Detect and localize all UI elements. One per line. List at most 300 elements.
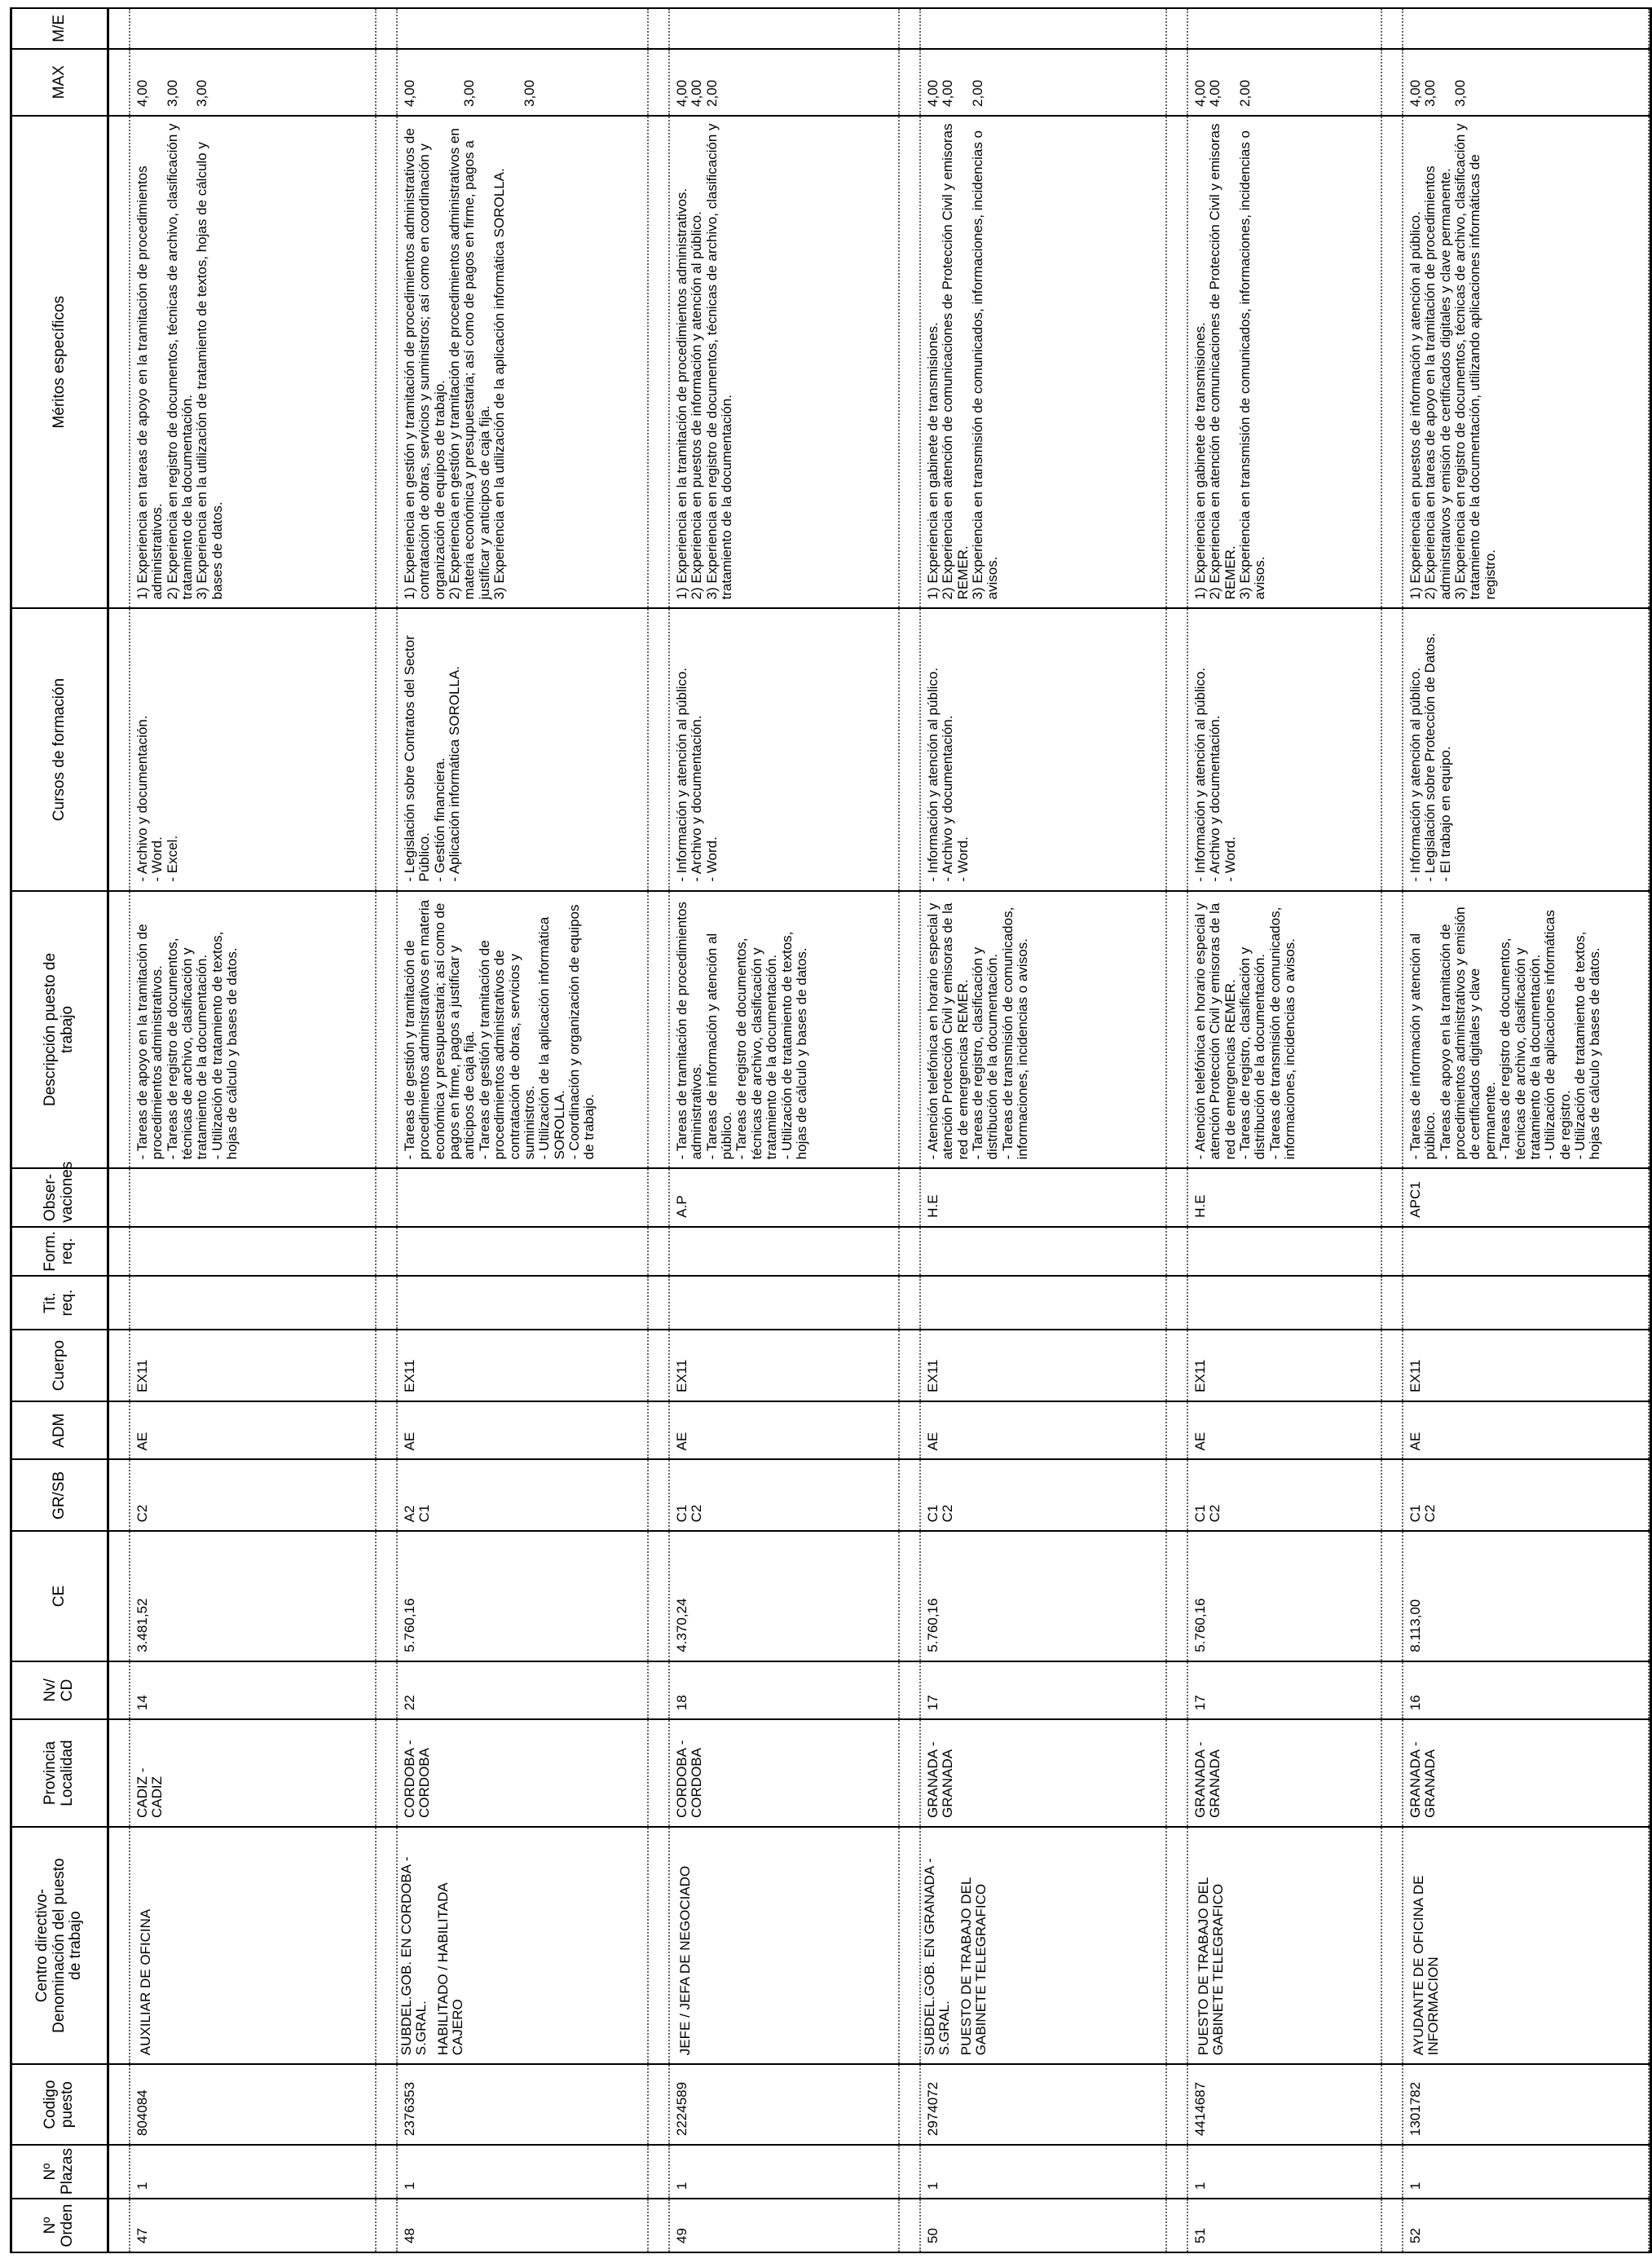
orden-value: 50 <box>925 2228 941 2243</box>
centro-value: AYUDANTE DE OFICINA DE INFORMACION <box>1411 1875 1442 2056</box>
provincia-value: CORDOBA - CORDOBA <box>674 1740 705 1818</box>
gap-cell <box>899 1168 920 1226</box>
header-formacion: Form. req. <box>11 1227 108 1276</box>
provincia-value: CADIZ - CADIZ <box>134 1767 165 1818</box>
header-meritos: Méritos específicos <box>11 116 108 608</box>
max-value: 4,00 4,00 2,00 <box>1192 79 1253 108</box>
max-value: 4,00 3,00 3,00 <box>134 79 210 108</box>
gap-cell <box>108 1330 130 1401</box>
filler-cell <box>1649 1531 1651 1661</box>
cell-descripcion <box>397 891 648 1169</box>
provincia-value: CORDOBA - CORDOBA <box>402 1740 433 1818</box>
meritos-value: 1) Experiencia en tareas de apoyo en la tramitación de procedimientos administrativos. 2) Experiencia en registro de documentos, técnicas de archivo, clasificación y tratamiento de la documentación. 3) Experiencia en la utilización de tratamiento de textos, hojas de cálculo y bases de datos. <box>134 123 225 600</box>
cursos-value: - Información y atención al público. - Archivo y documentación. - Word. <box>925 667 971 882</box>
cell-centro <box>130 1827 376 2064</box>
cell-max <box>1403 49 1649 116</box>
header-provincia: Provincia Localidad <box>11 1719 108 1827</box>
plazas-value: 1 <box>402 2181 417 2190</box>
gap-cell <box>376 2145 397 2199</box>
cell-meritos <box>920 116 1166 608</box>
gap-cell <box>1166 2199 1187 2252</box>
max-value: 4,00 4,00 2,00 <box>925 79 986 108</box>
codigo-value: 4414687 <box>1192 2081 1208 2137</box>
gap-cell <box>648 8 669 49</box>
gap-cell <box>1381 1459 1403 1531</box>
nivel-value: 16 <box>1408 1695 1423 1711</box>
cell-cuerpo <box>920 1330 1166 1401</box>
observaciones-value: H.E <box>1192 1194 1208 1218</box>
cell-nivel <box>1187 1661 1381 1719</box>
cell-centro <box>1187 1827 1381 2064</box>
gap-cell <box>108 2064 130 2145</box>
cursos-value: - Información y atención al público. - Legislación sobre Protección de Datos. - El trabajo en equipo. <box>1408 633 1453 882</box>
table-body <box>108 8 1651 2252</box>
header-descripcion: Descripción puesto de trabajo <box>11 891 108 1169</box>
cursos-value: - Información y atención al público. - Archivo y documentación. - Word. <box>1192 667 1238 882</box>
table-row <box>397 8 648 2252</box>
gap-cell <box>108 49 130 116</box>
cell-me <box>397 8 648 49</box>
gap-cell <box>1166 1227 1187 1276</box>
me-value <box>130 9 140 48</box>
gap-cell <box>376 49 397 116</box>
descripcion-value: - Tareas de apoyo en la tramitación de procedimientos administrativos. - Tareas de registro de documentos, técnicas de archivo, clasificación y tratamiento de la documentación. - Utilización de tratamiento de textos, hojas de cálculo y bases de datos. <box>134 924 240 1160</box>
cell-orden <box>130 2199 376 2252</box>
orden-value: 49 <box>674 2228 689 2243</box>
centro-value: HABILITADO / HABILITADA CAJERO <box>434 1882 466 2056</box>
gap-cell <box>108 1459 130 1531</box>
cell-meritos <box>1187 116 1381 608</box>
gap-cell <box>1166 1330 1187 1401</box>
gap-cell <box>1166 1168 1187 1226</box>
header-codigo: Codigo puesto <box>11 2064 108 2145</box>
formacion-value <box>670 1228 680 1275</box>
cell-descripcion <box>1187 891 1381 1169</box>
header-centro: Centro directivo- Denominación del puesto de trabajo <box>11 1827 108 2064</box>
cell-adm <box>130 1401 376 1459</box>
gap-cell <box>108 2145 130 2199</box>
ce-value: 8.113,00 <box>1408 1599 1423 1652</box>
cell-adm <box>397 1401 648 1459</box>
cell-centro <box>669 1827 899 2064</box>
grupo-value: C1 C2 <box>1192 1504 1223 1523</box>
gap-cell <box>1166 2064 1187 2145</box>
gap-cell <box>648 1227 669 1276</box>
codigo-value: 804084 <box>134 2089 150 2137</box>
cell-titulacion <box>669 1276 899 1330</box>
me-value <box>670 9 680 48</box>
gap-cell <box>1381 1330 1403 1401</box>
gap-cell <box>1166 1531 1187 1661</box>
filler-cell <box>1649 1276 1651 1330</box>
gap-cell <box>899 1330 920 1401</box>
gap-cell <box>1381 891 1403 1169</box>
meritos-value: 1) Experiencia en gabinete de transmisiones. 2) Experiencia en atención de comunicaciones de Protección Civil y emisoras REMER. 3) Experiencia en transmisión de comunicados, informaciones, incidencias o avisos. <box>1192 123 1268 600</box>
gap-cell <box>376 1827 397 2064</box>
gap-cell <box>1166 608 1187 890</box>
gap-cell <box>899 1459 920 1531</box>
cell-provincia <box>1187 1719 1381 1827</box>
gap-cell <box>108 1401 130 1459</box>
gap-cell <box>108 2199 130 2252</box>
cuerpo-value: EX11 <box>402 1359 417 1393</box>
cell-nivel <box>130 1661 376 1719</box>
header-cuerpo: Cuerpo <box>11 1330 108 1401</box>
cell-codigo <box>669 2064 899 2145</box>
cell-centro <box>397 1827 648 2064</box>
cell-me <box>669 8 899 49</box>
header-row <box>11 8 108 2252</box>
plazas-value: 1 <box>1408 2181 1423 2190</box>
me-value <box>1188 9 1198 48</box>
provincia-value: GRANADA - GRANADA <box>1192 1741 1223 1818</box>
cursos-value: - Legislación sobre Contratos del Sector Público. - Gestión financiera. - Aplicación informática SOROLLA. <box>402 635 463 882</box>
filler-cell <box>1649 1330 1651 1401</box>
cell-max <box>669 49 899 116</box>
gap-cell <box>648 1531 669 1661</box>
gap-cell <box>648 2199 669 2252</box>
adm-value: AE <box>134 1431 150 1451</box>
cursos-value: - Archivo y documentación. - Word. - Excel. <box>134 715 180 882</box>
gap-cell <box>1381 1661 1403 1719</box>
observaciones-value <box>130 1169 140 1225</box>
ce-value: 5.760,16 <box>402 1598 417 1652</box>
header-titulacion: Tit. req. <box>11 1276 108 1330</box>
header-plazas: Nº Plazas <box>11 2145 108 2199</box>
cell-nivel <box>397 1661 648 1719</box>
cell-grupo <box>397 1459 648 1531</box>
gap-cell <box>899 1719 920 1827</box>
filler-cell <box>1649 49 1651 116</box>
cursos-value: - Información y atención al público. - Archivo y documentación. - Word. <box>674 667 720 882</box>
cell-descripcion <box>669 891 899 1169</box>
codigo-value: 2376353 <box>402 2081 417 2137</box>
cell-grupo <box>1187 1459 1381 1531</box>
gap-cell <box>108 1168 130 1226</box>
gap-cell <box>376 1661 397 1719</box>
gap-cell <box>376 8 397 49</box>
gap-cell <box>108 1661 130 1719</box>
cell-titulacion <box>920 1276 1166 1330</box>
adm-value: AE <box>1192 1431 1208 1451</box>
table-row <box>1403 8 1649 2252</box>
cell-nivel <box>920 1661 1166 1719</box>
cell-ce <box>130 1531 376 1661</box>
header-nivel: Nv/ CD <box>11 1661 108 1719</box>
cell-max <box>397 49 648 116</box>
cell-formacion <box>130 1227 376 1276</box>
gap-cell <box>899 1276 920 1330</box>
cell-titulacion <box>1403 1276 1649 1330</box>
cell-me <box>920 8 1166 49</box>
cell-observaciones <box>1187 1168 1381 1226</box>
codigo-value: 1301782 <box>1408 2081 1423 2137</box>
cell-provincia <box>1403 1719 1649 1827</box>
gap-cell <box>1166 49 1187 116</box>
cell-grupo <box>1403 1459 1649 1531</box>
gap-cell <box>648 2145 669 2199</box>
filler-cell <box>1649 2145 1651 2199</box>
cell-cursos <box>1187 608 1381 890</box>
header-cursos: Cursos de formación <box>11 608 108 890</box>
cell-adm <box>920 1401 1166 1459</box>
cell-codigo <box>397 2064 648 2145</box>
gap-cell <box>376 1401 397 1459</box>
centro-value: PUESTO DE TRABAJO DEL GABINETE TELEGRAFICO <box>1196 1877 1227 2056</box>
gap-cell <box>376 2199 397 2252</box>
cell-meritos <box>130 116 376 608</box>
gap-cell <box>648 608 669 890</box>
cell-cuerpo <box>397 1330 648 1401</box>
cell-observaciones <box>1403 1168 1649 1226</box>
cell-titulacion <box>1187 1276 1381 1330</box>
gap-cell <box>648 1459 669 1531</box>
filler-cell <box>1649 1459 1651 1531</box>
cell-formacion <box>1403 1227 1649 1276</box>
cell-cursos <box>397 608 648 890</box>
centro-value: AUXILIAR DE OFICINA <box>138 1908 153 2056</box>
titulacion-value <box>1403 1277 1413 1329</box>
titulacion-value <box>921 1277 931 1329</box>
gap-cell <box>1166 1276 1187 1330</box>
header-grupo: GR/SB <box>11 1459 108 1531</box>
nivel-value: 17 <box>1192 1695 1208 1711</box>
gap-cell <box>1381 116 1403 608</box>
gap-cell <box>376 1227 397 1276</box>
gap-cell <box>648 2064 669 2145</box>
adm-value: AE <box>402 1431 417 1451</box>
me-value <box>1403 9 1413 48</box>
adm-value: AE <box>674 1431 689 1451</box>
cell-observaciones <box>130 1168 376 1226</box>
cell-cuerpo <box>1187 1330 1381 1401</box>
plazas-value: 1 <box>674 2181 689 2190</box>
meritos-value: 1) Experiencia en gestión y tramitación de procedimientos administrativos de contratación de obras, servicios y suministros; así como en coordinación y organización de equipos de trabajo. 2) Experiencia en gestión y tramitación de procedimientos administrativos en materia económica y presupuestaria; así como de pagos en firme, pagos a justificar y anticipos de caja fija. 3) Experiencia en la utilización de la aplicación informática SOROLLA. <box>402 128 508 600</box>
ce-value: 5.760,16 <box>1192 1598 1208 1652</box>
gap-cell <box>1166 1719 1187 1827</box>
gap-cell <box>899 8 920 49</box>
cell-centro <box>920 1827 1166 2064</box>
gap-cell <box>899 116 920 608</box>
filler-cell <box>1649 2064 1651 2145</box>
observaciones-value: APC1 <box>1408 1181 1423 1218</box>
gap-cell <box>1381 1531 1403 1661</box>
cell-meritos <box>669 116 899 608</box>
cell-codigo <box>1187 2064 1381 2145</box>
gap-cell <box>1381 1168 1403 1226</box>
cell-provincia <box>920 1719 1166 1827</box>
cell-codigo <box>920 2064 1166 2145</box>
cell-cursos <box>920 608 1166 890</box>
row-gap <box>1381 8 1403 2252</box>
gap-cell <box>899 1531 920 1661</box>
me-value <box>398 9 407 48</box>
gap-cell <box>899 608 920 890</box>
cuerpo-value: EX11 <box>1192 1359 1208 1393</box>
adm-value: AE <box>1408 1431 1423 1451</box>
gap-cell <box>648 1719 669 1827</box>
cell-titulacion <box>397 1276 648 1330</box>
gap-cell <box>376 1531 397 1661</box>
cell-nivel <box>669 1661 899 1719</box>
gap-cell <box>1381 8 1403 49</box>
cell-cursos <box>130 608 376 890</box>
gap-cell <box>108 608 130 890</box>
gap-cell <box>376 1168 397 1226</box>
row-gap <box>899 8 920 2252</box>
gap-cell <box>899 2199 920 2252</box>
codigo-value: 2974072 <box>925 2081 941 2137</box>
cell-descripcion <box>1403 891 1649 1169</box>
descripcion-value: - Atención telefónica en horario especial y atención Protección Civil y emisoras de la red de emergencias REMER. - Tareas de registro, clasificación y distribución de la documentación. - Tareas de transmisión de comunicados, informaciones, incidencias o avisos. <box>1192 902 1298 1160</box>
row-gap <box>108 8 130 2252</box>
table-row <box>1187 8 1381 2252</box>
gap-cell <box>1381 608 1403 890</box>
header-ce: CE <box>11 1531 108 1661</box>
titulacion-value <box>398 1277 407 1329</box>
cell-me <box>130 8 376 49</box>
nivel-value: 22 <box>402 1695 417 1711</box>
centro-value: PUESTO DE TRABAJO DEL GABINETE TELEGRAFICO <box>958 1877 989 2056</box>
table-row <box>130 8 376 2252</box>
gap-cell <box>1381 49 1403 116</box>
cell-formacion <box>397 1227 648 1276</box>
centro-value: JEFE / JEFA DE NEGOCIADO <box>677 1865 693 2056</box>
gap-cell <box>376 1719 397 1827</box>
cell-plazas <box>669 2145 899 2199</box>
header-me: M/E <box>11 8 108 49</box>
meritos-value: 1) Experiencia en gabinete de transmisiones. 2) Experiencia en atención de comunicaciones de Protección Civil y emisoras REMER. 3) Experiencia en transmisión de comunicados, informaciones, incidencias o avisos. <box>925 123 1001 600</box>
filler-cell <box>1649 1719 1651 1827</box>
gap-cell <box>376 2064 397 2145</box>
ce-value: 3.481,52 <box>134 1598 150 1652</box>
orden-value: 52 <box>1408 2228 1423 2243</box>
gap-cell <box>1381 2064 1403 2145</box>
cuerpo-value: EX11 <box>1408 1359 1423 1393</box>
observaciones-value: A.P <box>674 1195 689 1218</box>
max-value: 4,00 4,00 2,00 <box>674 79 720 108</box>
cell-observaciones <box>669 1168 899 1226</box>
row-gap <box>376 8 397 2252</box>
gap-cell <box>1381 2199 1403 2252</box>
cell-descripcion <box>920 891 1166 1169</box>
gap-cell <box>376 1330 397 1401</box>
cell-ce <box>669 1531 899 1661</box>
cell-nivel <box>1403 1661 1649 1719</box>
descripcion-value: - Tareas de información y atención al público. - Tareas de apoyo en la tramitación de procedimientos administrativos y emisión de certificados digitales y clave permanente. - Tareas de registro de documentos, técnicas de archivo, clasificación y tratamiento de la documentación. - Utilización de aplicaciones informáticas de registro. - Utilización de tratamiento de textos, hojas de cálculo y bases de datos. <box>1408 907 1603 1160</box>
formacion-value <box>398 1228 407 1275</box>
gap-cell <box>1166 1827 1187 2064</box>
cell-provincia <box>669 1719 899 1827</box>
cell-meritos <box>1403 116 1649 608</box>
gap-cell <box>376 608 397 890</box>
cell-me <box>1403 8 1649 49</box>
cuerpo-value: EX11 <box>925 1359 941 1393</box>
header-orden: Nº Orden <box>11 2199 108 2252</box>
gap-cell <box>899 2145 920 2199</box>
gap-cell <box>1166 1401 1187 1459</box>
nivel-value: 14 <box>134 1695 150 1711</box>
cell-grupo <box>669 1459 899 1531</box>
titulacion-value <box>670 1277 680 1329</box>
max-value: 4,00 3,00 3,00 <box>402 79 537 108</box>
cell-plazas <box>920 2145 1166 2199</box>
gap-cell <box>108 8 130 49</box>
plazas-value: 1 <box>134 2181 150 2190</box>
gap-cell <box>648 1168 669 1226</box>
grupo-value: A2 C1 <box>402 1504 433 1523</box>
cell-ce <box>397 1531 648 1661</box>
nivel-value: 17 <box>925 1695 941 1711</box>
cell-formacion <box>1187 1227 1381 1276</box>
codigo-value: 2224589 <box>674 2081 689 2137</box>
me-value <box>921 9 931 48</box>
cell-plazas <box>1403 2145 1649 2199</box>
formacion-value <box>1188 1228 1198 1275</box>
cell-adm <box>1187 1401 1381 1459</box>
observaciones-value <box>398 1169 407 1225</box>
gap-cell <box>376 891 397 1169</box>
gap-cell <box>108 116 130 608</box>
cell-grupo <box>920 1459 1166 1531</box>
orden-value: 47 <box>134 2228 150 2243</box>
titulacion-value <box>130 1277 140 1329</box>
cell-orden <box>397 2199 648 2252</box>
max-value: 4,00 3,00 3,00 <box>1408 79 1469 108</box>
filler-cell <box>1649 891 1651 1169</box>
gap-cell <box>648 1827 669 2064</box>
gap-cell <box>899 891 920 1169</box>
gap-cell <box>108 1827 130 2064</box>
nivel-value: 18 <box>674 1695 689 1711</box>
cell-descripcion <box>130 891 376 1169</box>
formacion-value <box>130 1228 140 1275</box>
gap-cell <box>1381 1401 1403 1459</box>
header-max: MAX <box>11 49 108 116</box>
gap-cell <box>1381 2145 1403 2199</box>
gap-cell <box>899 2064 920 2145</box>
gap-cell <box>1166 2145 1187 2199</box>
cell-orden <box>1187 2199 1381 2252</box>
cell-provincia <box>397 1719 648 1827</box>
provincia-value: GRANADA - GRANADA <box>925 1741 956 1818</box>
gap-cell <box>899 49 920 116</box>
descripcion-value: - Tareas de tramitación de procedimientos administrativos. - Tareas de información y atención al público. - Tareas de registro de documentos, técnicas de archivo, clasificación y tratamiento de la documentación. - Utilización de tratamiento de textos, hojas de cálculo y bases de datos. <box>674 902 809 1160</box>
gap-cell <box>899 1661 920 1719</box>
formacion-value <box>1403 1228 1413 1275</box>
row-gap <box>1166 8 1187 2252</box>
orden-value: 48 <box>402 2228 417 2243</box>
cell-adm <box>1403 1401 1649 1459</box>
cell-observaciones <box>920 1168 1166 1226</box>
cell-orden <box>1403 2199 1649 2252</box>
header-observaciones: Obser- vaciones <box>11 1168 108 1226</box>
gap-cell <box>376 1276 397 1330</box>
cell-cuerpo <box>130 1330 376 1401</box>
cell-adm <box>669 1401 899 1459</box>
gap-cell <box>376 116 397 608</box>
cell-cuerpo <box>1403 1330 1649 1401</box>
gap-cell <box>648 1401 669 1459</box>
cell-max <box>130 49 376 116</box>
cuerpo-value: EX11 <box>674 1359 689 1393</box>
meritos-value: 1) Experiencia en la tramitación de procedimientos administrativos. 2) Experiencia en puestos de información y atención al público. 3) Experiencia en registro de documentos, técnicas de archivo, clasificación y tratamiento de la documentación. <box>674 123 735 600</box>
gap-cell <box>108 1719 130 1827</box>
gap-cell <box>1381 1827 1403 2064</box>
table-row <box>920 8 1166 2252</box>
formacion-value <box>921 1228 931 1275</box>
gap-cell <box>1166 891 1187 1169</box>
